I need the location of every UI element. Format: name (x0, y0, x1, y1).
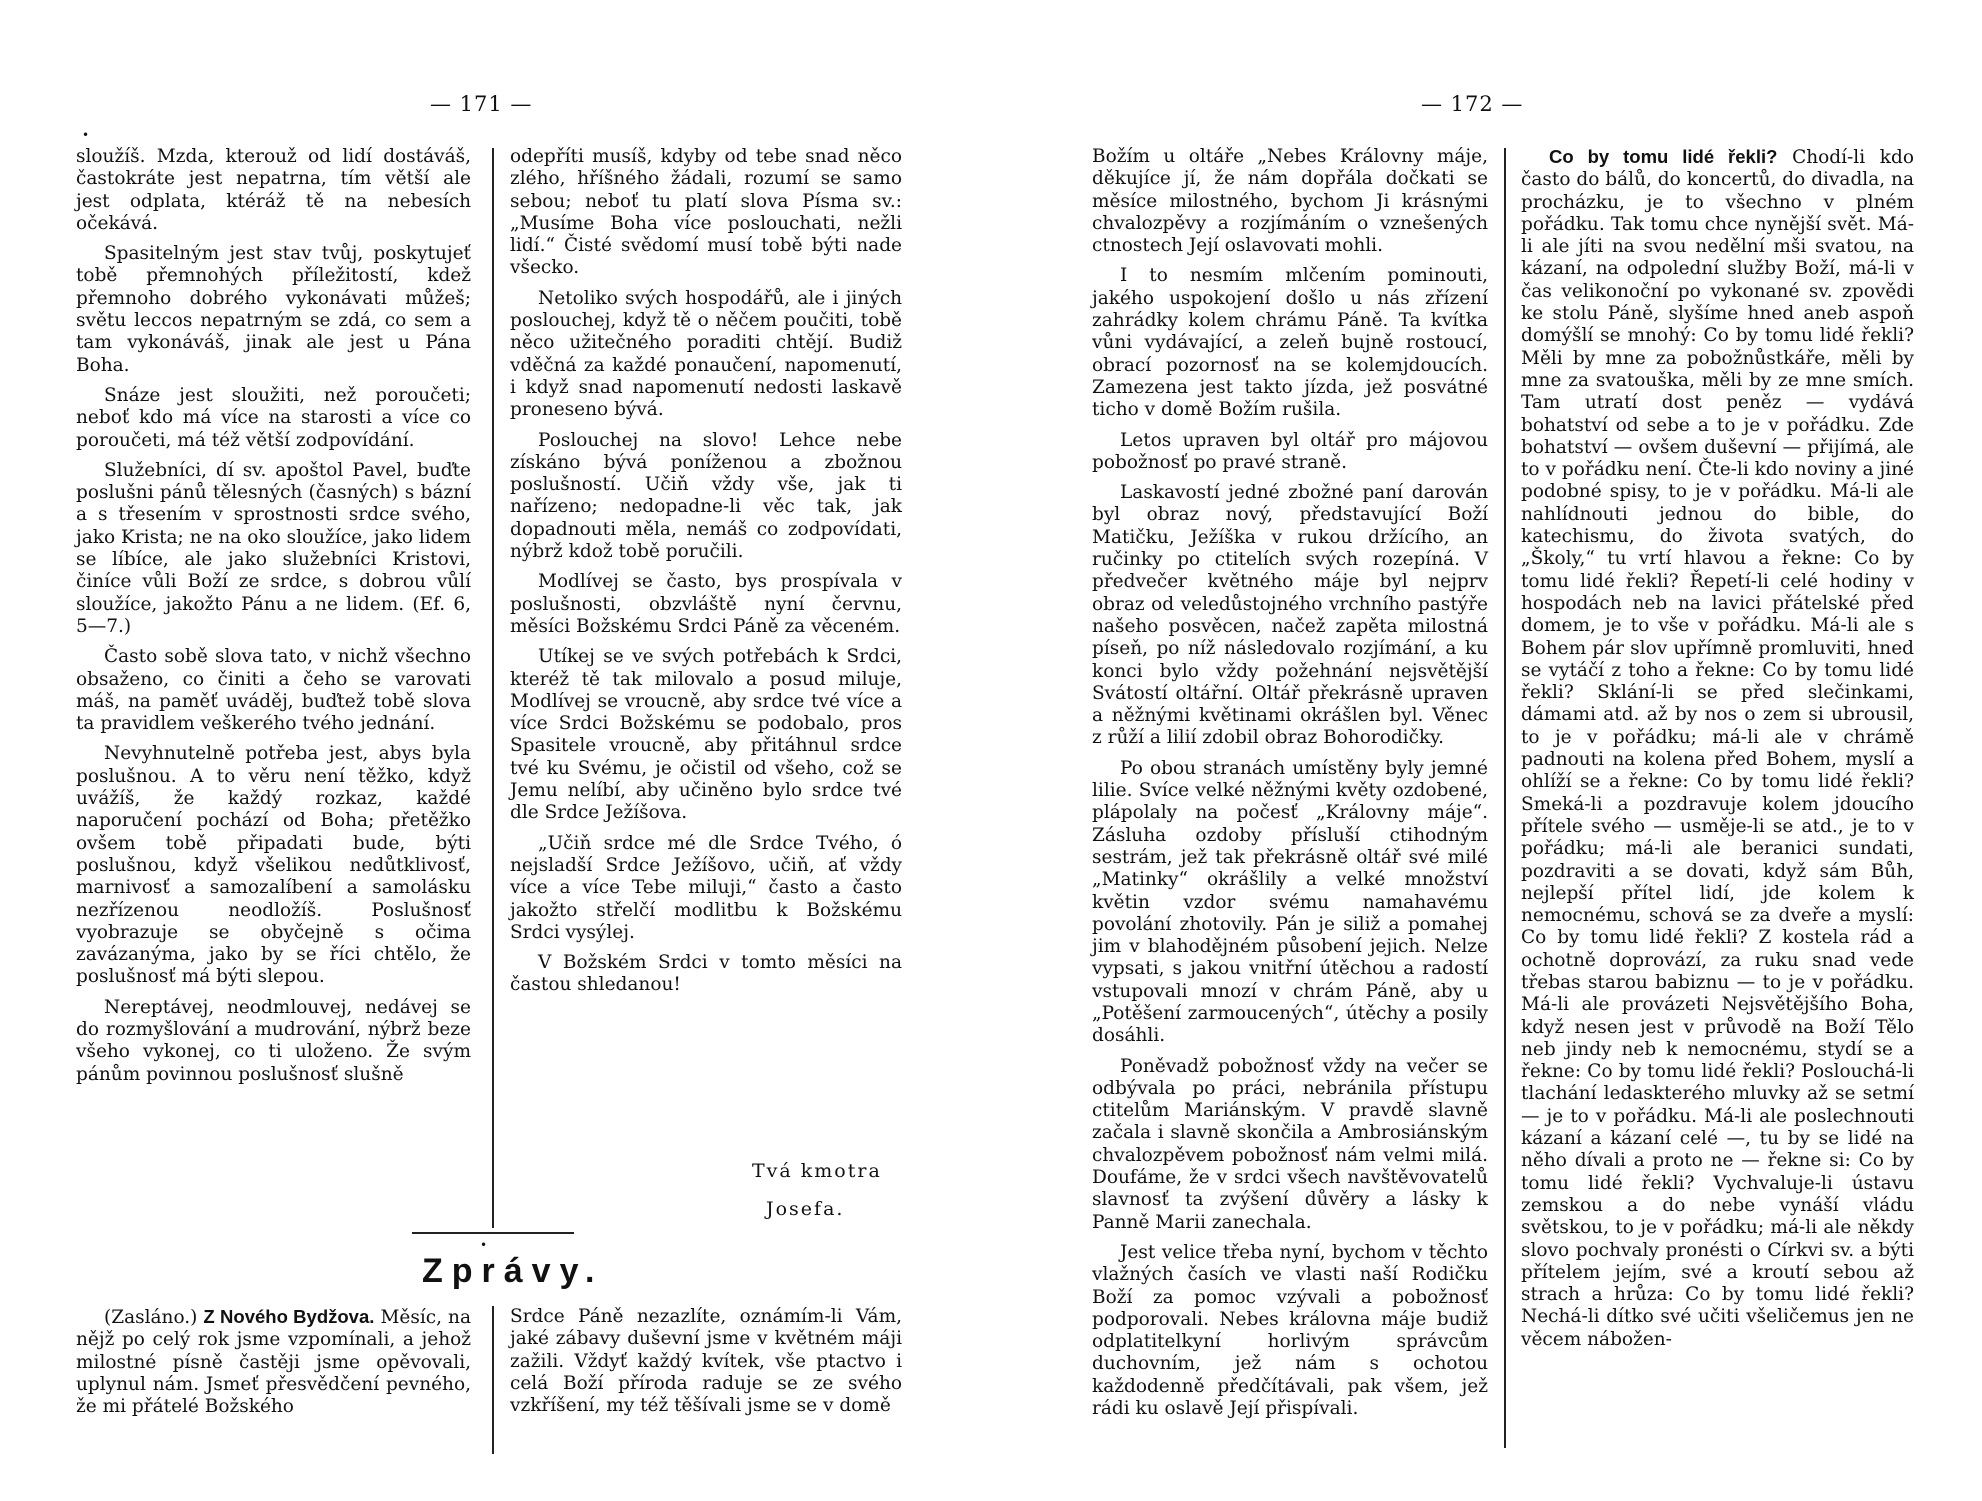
news-text: Měsíc, na nějž po celý rok jsme vzpomínali, a jehož milostné písně častěji jsme opěvovali, uplynul nám. Jsmeť přesvědčení pevného, že mi přátelé Božského (76, 1307, 472, 1418)
paragraph: Často sobě slova tato, v nichž všechno obsaženo, co činiti a čeho se varovati máš, na paměť uváděj, buďtež tobě slova ta pravidlem veškerého tvého jednání. (76, 646, 471, 735)
paragraph: Spasitelným jest stav tvůj, poskytujeť tobě přemnohých příležitostí, kdež přemnoho dobrého vykonávati můžeš; světu leccos nepatrným se zdá, co sem a tam vykonáváš, jinak ale jest u Pána Boha. (76, 243, 471, 376)
news-text: Srdce Páně nezazlíte, oznámím-li Vám, jaké zábavy duševní jsme v květném máji zažili. Vždyť každý kvítek, vše ptactvo i celá Boží příroda raduje se ze svého vzkříšení, my též těšívali jsme se v domě (510, 1306, 902, 1417)
paragraph: Laskavostí jedné zbožné paní darován byl obraz nový, představující Boží Matičku, Ježíška v rukou držícího, an ručinky po ctitelích svých rozepíná. V předvečer květného máje byl nejprv obraz od veledůstojného vrchního pastýře našeho posvěcen, načež zapěta milostná píseň, po níž následovalo rozjímání, a ku konci bylo vždy požehnání nejsvětější Svátostí oltářní. Oltář překrásně upraven a něžnými květinami okrášlen byl. Věnec z růží a lilií zdobil obraz Bohorodičky. (1092, 482, 1488, 749)
paragraph: sloužíš. Mzda, kterouž od lidí dostáváš, častokráte jest nepatrna, tím větší ale jest odplata, ktéráž tě na nebesích očekává. (76, 146, 471, 234)
paragraph: Netoliko svých hospodářů, ale i jiných poslouchej, když tě o něčem poučiti, tobě něco užitečného poraditi chtějí. Budiž vděčná za každé ponaučení, napomenutí, i když snad napomenutí nedosti laskavě proneseno bývá. (510, 287, 902, 421)
paragraph: „Učiň srdce mé dle Srdce Tvého, ó nejsladší Srdce Ježíšovo, učiň, ať vždy více a více Tebe miluji,“ často a často jakožto střelčí modlitbu k Božskému Srdci vysýlej. (510, 832, 902, 943)
page-number: — 171 — (430, 92, 533, 116)
ink-dot-mark: • (82, 128, 90, 142)
paragraph: Jest velice třeba nyní, bychom v těchto vlažných časích ve vlasti naší Rodičku Boží za pomoc vzývali a pobožnosť podporovali. Nebes královna máje budiž odplatitelkyní horlivým správcům duchovním, jež nám s ochotou každodenně předčítávali, pak všem, jež rádi ku oslavě Její přispívali. (1092, 1241, 1488, 1420)
section-title: Zprávy. (422, 1252, 604, 1290)
ink-dot-mark: • (480, 1238, 488, 1252)
paragraph: Poslouchej na slovo! Lehce nebe získáno bývá poníženou a zbožnou poslušností. Učiň vždy vše, jak ti nařízeno; nedopadne-li věc tak, jak dopadnouti měla, nemáš co zodpovídati, nýbrž kdož tobě poručili. (510, 429, 902, 563)
column-divider (492, 148, 494, 1228)
paragraph: Nevyhnutelně potřeba jest, abys byla poslušnou. A to věru není těžko, když uvážíš, že každý rozkaz, každé naporučení pochází od Boha; přetěžko ovšem tobě připadati bude, býti poslušnou, když všelikou nedůtklivosť, marnivosť a samozalíbení a samolásku nezřízenou neodložíš. Poslušnosť vyobrazuje se obyčejně s očima zavázanýma, jako by se říci chtělo, že poslušnosť má býti slepou. (76, 743, 471, 988)
paragraph: V Božském Srdci v tomto měsíci na častou shledanou! (510, 952, 902, 996)
news-place: Z Nového Bydžova. (203, 1306, 375, 1327)
paragraph (1521, 146, 1914, 1351)
news-column-1 (76, 1306, 471, 1426)
paragraph: Letos upraven byl oltář pro májovou pobožnosť po pravé straně. (1092, 429, 1488, 473)
column-divider (492, 1306, 494, 1454)
page-number: — 172 — (1421, 92, 1524, 116)
article-lead: Co by tomu lidé řekli? (1549, 146, 1778, 167)
left-column-1 (76, 146, 471, 1094)
paragraph: Poněvadž pobožnosť vždy na večer se odbývala po práci, nebránila přístupu ctitelům Mariánským. V pravdě slavně začala i slavně skončila a Ambrosiánským chvalozpěvem pobožnosť nám velmi milá. Doufáme, že v srdci všech navštěvovatelů slavnosť ta zvýšení důvěry a lásky k Panně Marii zanechala. (1092, 1055, 1488, 1233)
paragraph: odepříti musíš, kdyby od tebe snad něco zlého, hříšného žádali, rozumí se samo sebou; neboť tu platí slova Písma sv.: „Musíme Boha více poslouchati, nežli lidí.“ Čisté svědomí musí tobě býti nade všecko. (510, 146, 902, 279)
article-text: Chodí-li kdo často do bálů, do koncertů, do divadla, na procházku, je to všechno v plném pořádku. Tak tomu chce nynější svět. Má-li ale jíti na svou nedělní mši svatou, na kázaní, na odpolední služby Boží, má-li v čas velikonoční po vykonané sv. zpovědi ke stolu Páně, slyšíme hned aneb aspoň domýšlí se mnohý: Co by tomu lidé řekli? Měli by mne za pobožnůstkáře, měli by mne za svatouška, měli by ze mne smích. Tam utratí dost peněz — vydává bohatství od sebe a to je v pořádku. Zde bohatství — ovšem duševní — přijímá, ale to v pořádku není. Čte-li kdo noviny a jiné podobné spisy, to je v pořádku. Má-li ale nahlídnouti jednou do bible, do katechismu, do života svatých, do „Školy,“ tu vrtí hlavou a řekne: Co by tomu lidé řekli? Řepetí-li celé hodiny v hospodách neb na lavici přátelské před domem, je to vše v pořádku. Má-li ale s Bohem pár slov upřímně promluviti, hned se vytáčí z toho a řekne: Co by tomu lidé řekli? Sklání-li se před slečinkami, dámami atd. až by nos o zem si ubrousil, to je v pořádku; má-li ale v chrámě padnouti na kolena před Bohem, myslí a ohlíží se a řekne: Co by tomu lidé řekli? Smeká-li a pozdravuje kolem jdoucího přítele svého — usměje-li se atd., je to v pořádku; má-li ale beranici sundati, pozdraviti a se dovati, když sám Bůh, nejlepší přítel lidí, jde kolem k nemocnému, schová se za dveře a myslí: Co by tomu lidé řekli? Z kostela rád a ochotně doprovází, za ruku snad vede třebas starou babiznu — to je v pořádku. Má-li ale provázeti Nejsvětějšího Boha, když nesen jest v průvodě na Boží Tělo neb jindy neb k nemocnému, stydí se a řekne: Co by tomu lidé řekli? Poslouchá-li tlachání ledaskterého mluvky až se setmí — je to v pořádku. Má-li ale poslechnouti kázaní a kázaní celé —, tu by se lidé na něho dívali a proto ne — řekne si: Co by tomu lidé řekli? Vychvaluje-li ústavu zemskou a do nebe vynáší vládu světskou, to je v pořádku; má-li ale někdy slovo pochvaly pronésti o Církvi sv. a býti přítelem jejím, své a kroutí sebou až strach a hrůza: Co by tomu lidé řekli? Nechá-li dítko své učiti všeličemus jen ne věcem nábožen- (1521, 147, 1914, 1350)
paragraph: Utíkej se ve svých potřebách k Srdci, kteréž tě tak milovalo a posud miluje, Modlívej se vroucně, aby srdce tvé více a více Srdci Božskému se podobalo, pros Spasitele vroucně, aby přitáhnul srdce tvé ku Svému, je očistil od všeho, což se Jemu nelíbí, aby učiněno bylo srdce tvé dle Srdce Ježíšova. (510, 646, 902, 824)
right-column-1 (1092, 146, 1488, 1428)
signature-line-2: Josefa. (766, 1198, 845, 1220)
paragraph: Modlívej se často, bys prospívala v poslušnosti, obzvláště nyní červnu, měsíci Božskému Srdci Páně za věceném. (510, 571, 902, 637)
section-separator (412, 1232, 574, 1234)
column-divider (1504, 148, 1506, 1448)
news-column-2 (510, 1306, 902, 1425)
paragraph: I to nesmím mlčením pominouti, jakého uspokojení došlo u nás zřízení zahrádky kolem chrámu Páně. Ta kvítka vůni vydávající, a zeleň bujně rostoucí, obrací pozornosť na se kolemjdoucích. Zamezena jest takto jízda, jež posvátné ticho v domě Božím rušila. (1092, 265, 1488, 421)
paragraph: Nereptávej, neodmlouvej, nedávej se do rozmyšlování a mudrování, nýbrž beze všeho vykonej, co ti uloženo. Že svým pánům povinnou poslušnosť slušně (76, 996, 471, 1085)
news-lead: (Zasláno.) (104, 1307, 204, 1328)
right-page (991, 0, 1982, 1501)
signature-line-1: Tvá kmotra (752, 1160, 882, 1182)
news-paragraph (76, 1306, 471, 1418)
left-column-2 (510, 146, 902, 1005)
paragraph: Božím u oltáře „Nebes Královny máje, děkujíce jí, že nám dopřála dočkati se měsíce milostného, bychom Ji krásnými chvalozpěvy a rozjímáním o vznešených ctnostech Její oslavovati mohli. (1092, 146, 1488, 257)
paragraph: Služebníci, dí sv. apoštol Pavel, buďte poslušni pánů tělesných (časných) s bázní a s třesením v sprostnosti srdce svého, jako Krista; ne na oko sloužíce, jako lidem se líbíce, ale jako služebníci Kristovi, činíce vůli Boží ze srdce, s dobrou vůlí sloužíce, jakožto Pánu a ne lidem. (Ef. 6, 5—7.) (76, 459, 471, 637)
right-column-2 (1521, 146, 1914, 1359)
paragraph: Po obou stranách umístěny byly jemné lilie. Svíce velké něžnými květy ozdobené, plápolaly na počesť „Královny máje“. Zásluha ozdoby přísluší ctihodným sestrám, jež tak překrásně oltář své milé „Matinky“ okrášlily a velké množství květin vzdor svému namahavému povolání zhotovily. Pán je siliž a pomahej jim v blahodějném působení jejich. Nelze vypsati, s jakou vnitřní útěchou a radostí vstupovali mnozí v chrám Páně, aby u „Potěšení zarmoucených“, útěchy a posily dosáhli. (1092, 757, 1488, 1047)
paragraph: Snáze jest sloužiti, než poroučeti; neboť kdo má více na starosti a více co poroučeti, má též větší zodpovídání. (76, 384, 471, 451)
